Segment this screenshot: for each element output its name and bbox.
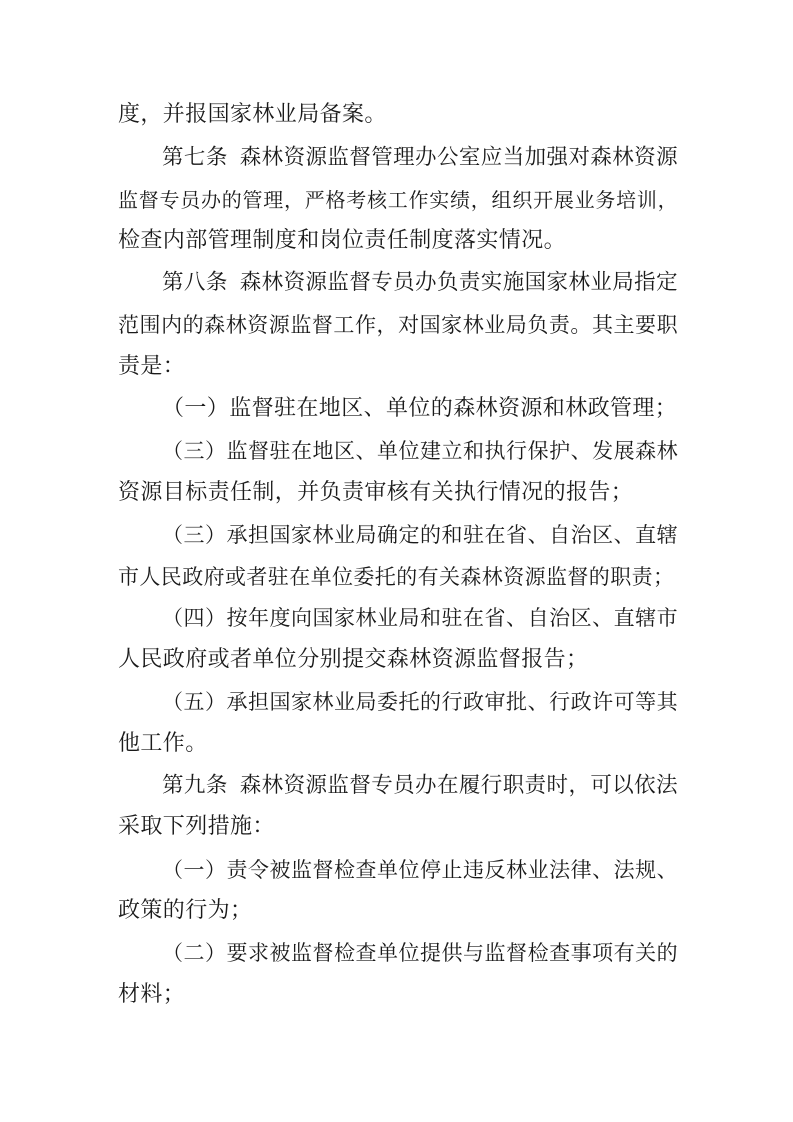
item-line bbox=[162, 436, 678, 466]
article-number: 第八条 bbox=[162, 270, 228, 295]
item-line bbox=[118, 478, 678, 508]
article-7-line-1 bbox=[162, 143, 678, 173]
item-line bbox=[118, 980, 678, 1010]
text: （一）监督驻在地区、单位的森林资源和林政管理； bbox=[162, 396, 678, 421]
text: 政策的行为； bbox=[118, 898, 253, 923]
item-line bbox=[162, 520, 678, 550]
text: 资源目标责任制，并负责审核有关执行情况的报告； bbox=[118, 480, 634, 505]
text: 度，并报国家林业局备案。 bbox=[118, 102, 387, 127]
text: 范围内的森林资源监督工作，对国家林业局负责。其主要职 bbox=[118, 313, 678, 337]
text: 他工作。 bbox=[118, 731, 208, 756]
text: 森林资源监督专员办负责实施国家林业局指定 bbox=[239, 270, 678, 295]
article-number: 第七条 bbox=[162, 145, 228, 170]
text: 森林资源监督管理办公室应当加强对森林资源 bbox=[239, 145, 678, 170]
item-line bbox=[162, 687, 678, 717]
text: （三）监督驻在地区、单位建立和执行保护、发展森林 bbox=[162, 439, 678, 463]
text: 采取下列措施： bbox=[118, 814, 275, 839]
article-7-line-3 bbox=[118, 226, 678, 256]
text-line-1 bbox=[118, 100, 678, 130]
text: 市人民政府或者驻在单位委托的有关森林资源监督的职责； bbox=[118, 565, 675, 589]
article-9-line-1 bbox=[162, 771, 678, 801]
item-line bbox=[162, 394, 678, 424]
article-8-line-3 bbox=[118, 352, 678, 382]
article-number: 第九条 bbox=[162, 773, 228, 798]
article-9-line-2 bbox=[118, 812, 678, 842]
item-line bbox=[162, 603, 678, 633]
text: （五）承担国家林业局委托的行政审批、行政许可等其 bbox=[162, 690, 678, 714]
item-line bbox=[118, 896, 678, 926]
article-8-line-2 bbox=[118, 310, 678, 340]
text: 检查内部管理制度和岗位责任制度落实情况。 bbox=[118, 228, 567, 253]
text: （二）要求被监督检查单位提供与监督检查事项有关的 bbox=[162, 941, 678, 965]
text: 责是： bbox=[118, 354, 186, 379]
text: 人民政府或者单位分别提交森林资源监督报告； bbox=[118, 647, 589, 672]
article-7-line-2 bbox=[118, 185, 678, 215]
text: （三）承担国家林业局确定的和驻在省、自治区、直辖 bbox=[162, 523, 678, 547]
text: （一）责令被监督检查单位停止违反林业法律、法规、 bbox=[162, 858, 678, 882]
item-line bbox=[118, 645, 678, 675]
item-line bbox=[162, 855, 678, 885]
text: 监督专员办的管理，严格考核工作实绩，组织开展业务培训， bbox=[118, 188, 678, 212]
item-line bbox=[162, 938, 678, 968]
item-line bbox=[118, 729, 678, 759]
text: （四）按年度向国家林业局和驻在省、自治区、直辖市 bbox=[162, 606, 678, 630]
item-line bbox=[118, 562, 678, 592]
text: 材料； bbox=[118, 982, 186, 1007]
article-8-line-1 bbox=[162, 268, 678, 298]
text: 森林资源监督专员办在履行职责时，可以依法 bbox=[239, 773, 678, 798]
